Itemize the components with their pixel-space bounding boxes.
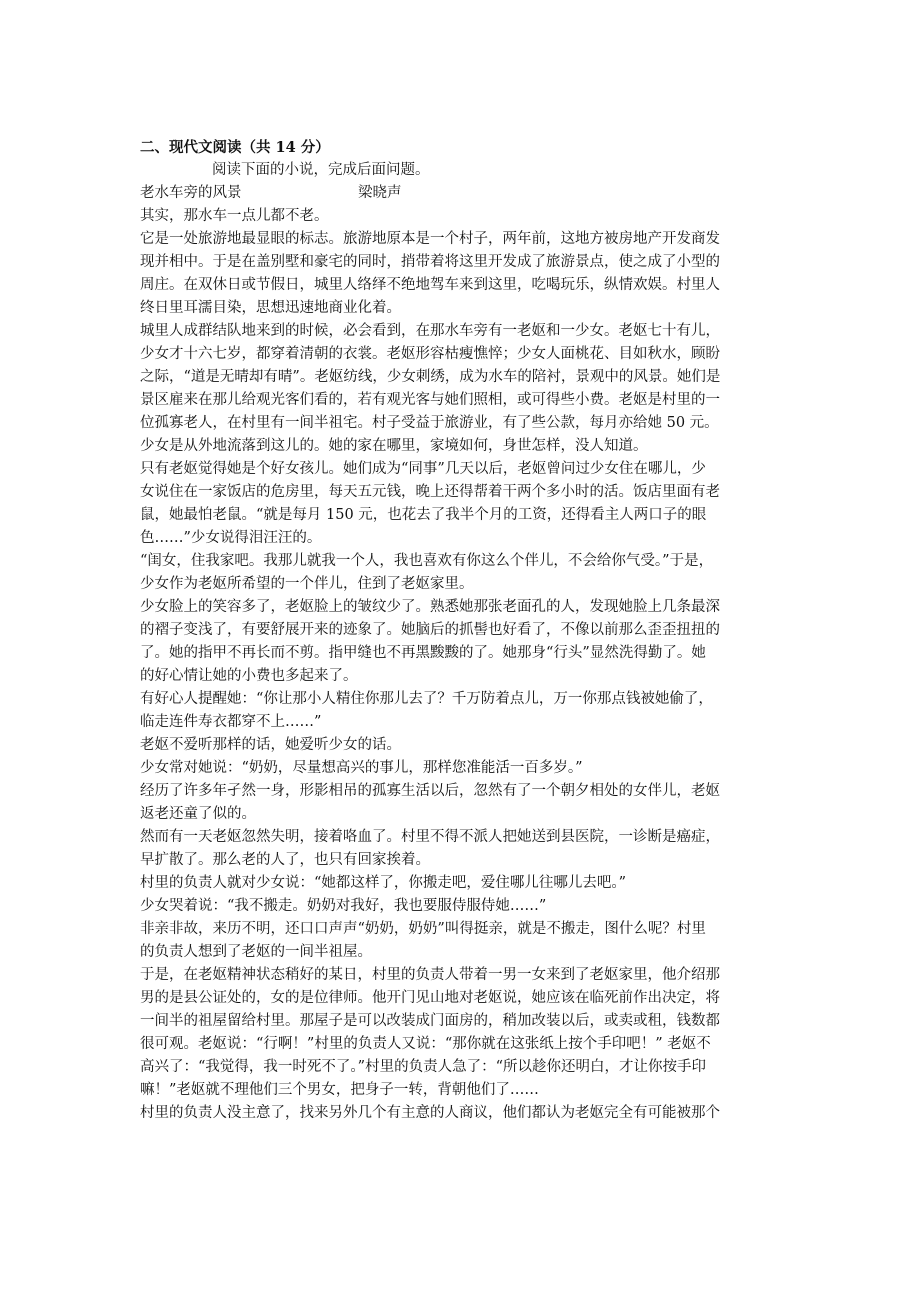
story-text-line: 少女才十六七岁，都穿着清朝的衣裳。老妪形容枯瘦憔悴；少女人面桃花、目如秋水，顾盼 [140, 346, 720, 362]
story-body [140, 205, 786, 1125]
story-text-line: 少女常对她说：“奶奶，尽量想高兴的事儿，那样您准能活一百多岁。” [140, 760, 583, 776]
story-text-line: 色……”少女说得泪汪汪的。 [140, 530, 322, 546]
story-text-line: 嘛！”老妪就不理他们三个男女，把身子一转，背朝他们了…… [140, 1082, 539, 1098]
story-text-line: 一间半的祖屋留给村里。那屋子是可以改装成门面房的，稍加改装以后，或卖或租，钱数都 [140, 1013, 720, 1029]
story-text-line: 鼠，她最怕老鼠。“就是每月 150 元，也花去了我半个月的工资，还得看主人两口子的眼 [140, 507, 707, 523]
story-text-line: 早扩散了。那么老的人了，也只有回家挨着。 [140, 852, 430, 868]
story-text-line: 只有老妪觉得她是个好女孩儿。她们成为“同事”几天以后，老妪曾问过少女住在哪儿，少 [140, 461, 706, 477]
story-text-line: 之际，“道是无晴却有晴”。老妪纺线，少女刺绣，成为水车的陪衬，景观中的风景。她们是 [140, 369, 721, 385]
story-text-line: 的负责人想到了老妪的一间半祖屋。 [140, 944, 372, 960]
story-author: 梁晓声 [358, 185, 402, 201]
story-text-line: 景区雇来在那儿给观光客们看的，若有观光客与她们照相，或可得些小费。老妪是村里的一 [140, 392, 720, 408]
story-text-line: 村里的负责人没主意了，找来另外几个有主意的人商议，他们都认为老妪完全有可能被那个 [140, 1105, 720, 1121]
story-text-line: “闺女，住我家吧。我那儿就我一个人，我也喜欢有你这么个伴儿，不会给你气受。”于是， [140, 553, 714, 569]
story-text-line: 的褶子变浅了，有要舒展开来的迹象了。她脑后的抓髻也好看了，不像以前那么歪歪扭扭的 [140, 622, 720, 638]
story-text-line: 临走连件寿衣都穿不上……” [140, 714, 322, 730]
story-title: 老水车旁的风景 [140, 185, 242, 201]
story-text-line: 少女是从外地流落到这儿的。她的家在哪里，家境如何，身世怎样，没人知道。 [140, 438, 648, 454]
document-page [140, 136, 786, 1125]
story-title-row [140, 182, 786, 205]
story-text-line: 少女脸上的笑容多了，老妪脸上的皱纹少了。熟悉她那张老面孔的人，发现她脸上几条最深 [140, 599, 720, 615]
story-text-line: 现并相中。于是在盖别墅和豪宅的同时，捎带着将这里开发成了旅游景点，使之成了小型的 [140, 254, 720, 270]
story-text-line: 很可观。老妪说：“行啊！”村里的负责人又说：“那你就在这张纸上按个手印吧！” 老妪不 [140, 1036, 711, 1052]
story-text-line: 它是一处旅游地最显眼的标志。旅游地原本是一个村子，两年前，这地方被房地产开发商发 [140, 231, 720, 247]
story-text-line: 于是，在老妪精神状态稍好的某日，村里的负责人带着一男一女来到了老妪家里，他介绍那 [140, 967, 720, 983]
story-text-line: 经历了许多年孑然一身，形影相吊的孤寡生活以后，忽然有了一个朝夕相处的女伴儿，老妪 [140, 783, 720, 799]
story-text-line: 少女哭着说：“我不搬走。奶奶对我好，我也要服侍服侍她……” [140, 898, 547, 914]
story-text-line: 了。她的指甲不再长而不剪。指甲缝也不再黑黢黢的了。她那身“行头”显然洗得勤了。她 [140, 645, 706, 661]
story-text-line: 城里人成群结队地来到的时候，必会看到，在那水车旁有一老妪和一少女。老妪七十有儿， [140, 323, 720, 339]
story-text-line: 然而有一天老妪忽然失明，接着咯血了。村里不得不派人把她送到县医院，一诊断是癌症， [140, 829, 720, 845]
reading-instruction: 阅读下面的小说，完成后面问题。 [212, 162, 430, 178]
story-text-line: 老妪不爱听那样的话，她爱听少女的话。 [140, 737, 401, 753]
story-text-line: 终日里耳濡目染，思想迅速地商业化着。 [140, 300, 401, 316]
story-text-line: 村里的负责人就对少女说：“她都这样了，你搬走吧，爱住哪儿往哪儿去吧。” [140, 875, 627, 891]
story-text-line: 非亲非故，来历不明，还口口声声“奶奶，奶奶”叫得挺亲，就是不搬走，图什么呢？村里 [140, 921, 706, 937]
story-text-line: 返老还童了似的。 [140, 806, 256, 822]
story-text-line: 其实，那水车一点儿都不老。 [140, 208, 329, 224]
story-text-line: 少女作为老妪所希望的一个伴儿，住到了老妪家里。 [140, 576, 474, 592]
story-text-line: 的好心情让她的小费也多起来了。 [140, 668, 358, 684]
story-text-line: 位孤寡老人，在村里有一间半祖宅。村子受益于旅游业，有了些公款，每月亦给她 50 元。 [140, 415, 719, 431]
story-text-line: 男的是县公证处的，女的是位律师。他开门见山地对老妪说，她应该在临死前作出决定，将 [140, 990, 720, 1006]
section-heading: 二、现代文阅读（共 14 分） [140, 139, 330, 156]
story-text-line: 女说住在一家饭店的危房里，每天五元钱，晚上还得帮着干两个多小时的活。饭店里面有老 [140, 484, 720, 500]
story-text-line: 周庄。在双休日或节假日，城里人络绎不绝地驾车来到这里，吃喝玩乐，纵情欢娱。村里人 [140, 277, 720, 293]
story-text-line: 有好心人提醒她：“你让那小人精住你那儿去了？千万防着点儿，万一你那点钱被她偷了， [140, 691, 713, 707]
story-text-line: 高兴了：“我觉得，我一时死不了。”村里的负责人急了：“所以趁你还明白，才让你按手印 [140, 1059, 706, 1075]
